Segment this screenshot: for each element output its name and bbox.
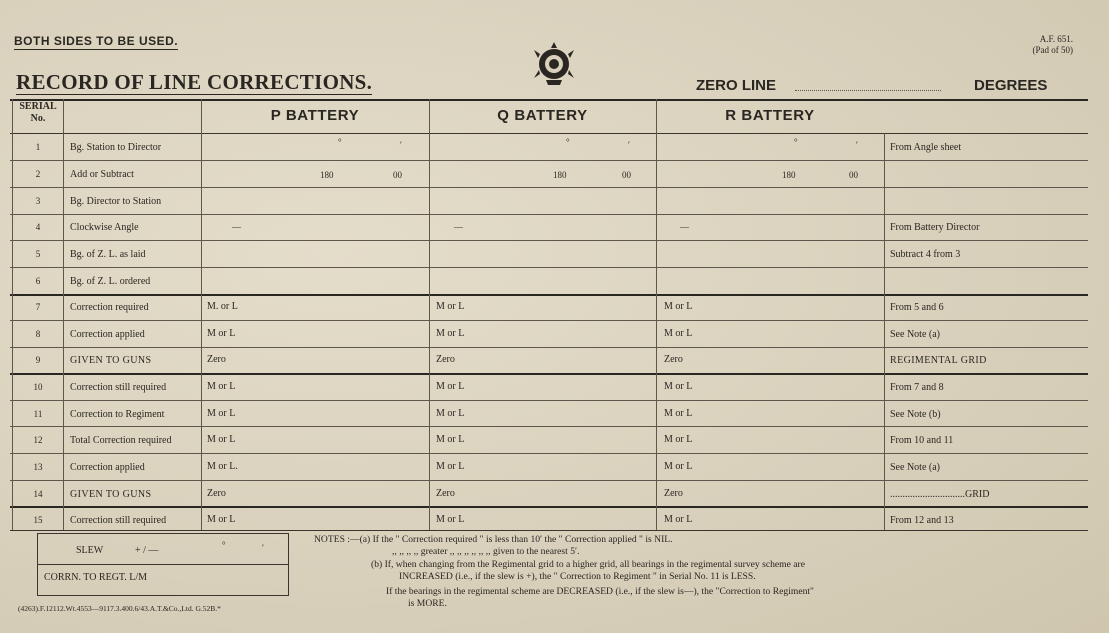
slew-degree-mark: ° <box>222 540 226 550</box>
row-number: 6 <box>35 276 41 286</box>
note-b-line-2: INCREASED (i.e., if the slew is +), the " Correction to Regiment " in Serial No. 11 is LESS. <box>399 571 756 582</box>
q-cell: M or L <box>436 301 465 312</box>
slew-minute-mark: ′ <box>262 543 264 553</box>
row-number: 11 <box>33 409 43 419</box>
zero-line-label: ZERO LINE <box>696 77 777 94</box>
p-cell: Zero <box>207 488 226 499</box>
r-cell: M or L <box>664 381 693 392</box>
row-note: Subtract 4 from 3 <box>890 249 961 260</box>
row-note: From 5 and 6 <box>890 302 944 313</box>
row-rule <box>10 320 1088 321</box>
row-rule <box>10 480 1088 481</box>
p-minutes: 00 <box>393 170 402 180</box>
row-note: From Battery Director <box>890 222 980 233</box>
row-note: From 10 and 11 <box>890 435 954 446</box>
note-b-line-1: (b) If, when changing from the Regimental grid to a higher grid, all bearings in the regimental survey scheme are <box>371 559 805 570</box>
row-rule <box>10 400 1088 401</box>
p-cell: M or L. <box>207 461 238 472</box>
row-note: From 12 and 13 <box>890 515 954 526</box>
r-degrees: 180 <box>782 170 796 180</box>
note-b-line-4: is MORE. <box>408 598 447 609</box>
table-top-rule <box>10 99 1088 101</box>
row-rule <box>10 160 1088 161</box>
header-rule <box>10 133 1088 134</box>
zero-line-field[interactable] <box>795 90 941 91</box>
pad-count: (Pad of 50) <box>1032 45 1073 55</box>
row-number: 12 <box>33 435 43 445</box>
q-cell: M or L <box>436 328 465 339</box>
row-label: Correction applied <box>70 462 145 473</box>
royal-artillery-crest-icon <box>532 40 576 86</box>
degree-mark: ° <box>794 137 798 147</box>
q-cell: M or L <box>436 381 465 392</box>
row-rule <box>10 294 1088 296</box>
q-cell: M or L <box>436 461 465 472</box>
row-rule <box>10 506 1088 508</box>
row-rule <box>10 267 1088 268</box>
row-rule <box>10 347 1088 348</box>
row-number: 3 <box>35 196 41 206</box>
dash-mark: — <box>454 222 463 232</box>
row-label: Clockwise Angle <box>70 222 139 233</box>
row-note: See Note (b) <box>890 409 941 420</box>
row-number: 9 <box>35 355 41 365</box>
row-label: GIVEN TO GUNS <box>70 489 152 500</box>
q-cell: Zero <box>436 354 455 365</box>
slew-sign: + / — <box>135 545 159 556</box>
degrees-label: DEGREES <box>974 77 1048 94</box>
row-number: 14 <box>33 489 43 499</box>
note-a-line-2: ,, ,, ,, ,, greater ,, ,, ,, ,, ,, ,, given to the nearest 5′. <box>392 546 580 557</box>
form-title: RECORD OF LINE CORRECTIONS. <box>16 70 373 94</box>
row-rule <box>10 373 1088 375</box>
p-degrees: 180 <box>320 170 334 180</box>
row-label: Bg. of Z. L. as laid <box>70 249 146 260</box>
row-label: Total Correction required <box>70 435 172 446</box>
p-cell: M or L <box>207 381 236 392</box>
slew-divider <box>37 564 289 565</box>
col-rule <box>201 99 202 530</box>
q-cell: Zero <box>436 488 455 499</box>
p-cell: M or L <box>207 434 236 445</box>
col-rule <box>884 133 885 530</box>
row-label: Correction to Regiment <box>70 409 165 420</box>
col-rule <box>656 99 657 530</box>
row-note: See Note (a) <box>890 462 940 473</box>
r-cell: M or L <box>664 301 693 312</box>
note-b-line-3: If the bearings in the regimental scheme are DECREASED (i.e., if the slew is—), the "Correction to Regiment" <box>386 586 814 597</box>
corrn-to-regt-label: CORRN. TO REGT. L/M <box>44 572 148 583</box>
row-rule <box>10 240 1088 241</box>
p-cell: Zero <box>207 354 226 365</box>
row-label: Bg. Station to Director <box>70 142 162 153</box>
row-note: REGIMENTAL GRID <box>890 355 987 366</box>
row-rule <box>10 187 1088 188</box>
r-cell: M or L <box>664 434 693 445</box>
minute-mark: ′ <box>400 140 402 150</box>
p-battery-header: P BATTERY <box>270 107 360 124</box>
p-cell: M or L <box>207 408 236 419</box>
row-number: 4 <box>35 222 41 232</box>
row-rule <box>10 426 1088 427</box>
row-label: Bg. Director to Station <box>70 196 162 207</box>
r-cell: M or L <box>664 461 693 472</box>
row-label: Correction still required <box>70 382 167 393</box>
p-cell: M. or L <box>207 301 238 312</box>
row-note: From 7 and 8 <box>890 382 944 393</box>
note-a-line-1: NOTES :—(a) If the " Correction required " is less than 10′ the " Correction applied " is NIL. <box>314 534 673 545</box>
row-number: 5 <box>35 249 41 259</box>
q-minutes: 00 <box>622 170 631 180</box>
r-cell: Zero <box>664 488 683 499</box>
minute-mark: ′ <box>856 140 858 150</box>
q-cell: M or L <box>436 408 465 419</box>
row-label: Correction required <box>70 302 149 313</box>
row-number: 13 <box>33 462 43 472</box>
slew-label: SLEW <box>76 545 104 556</box>
row-note: From Angle sheet <box>890 142 962 153</box>
form-number <box>1033 34 1074 56</box>
degree-mark: ° <box>566 137 570 147</box>
degree-mark: ° <box>338 137 342 147</box>
row-number: 15 <box>33 515 43 525</box>
row-label: GIVEN TO GUNS <box>70 355 152 366</box>
printer-imprint: (4263).F.12112.Wt.4553—9117.3.400.6/43.A.T.&Co.,Ltd. G.52B.* <box>18 604 221 613</box>
r-cell: M or L <box>664 328 693 339</box>
col-rule <box>429 99 430 530</box>
row-label: Correction applied <box>70 329 145 340</box>
r-minutes: 00 <box>849 170 858 180</box>
r-cell: M or L <box>664 408 693 419</box>
r-cell: Zero <box>664 354 683 365</box>
row-note: See Note (a) <box>890 329 940 340</box>
grid-field[interactable]: ..............................GRID <box>890 489 990 500</box>
row-number: 2 <box>35 169 41 179</box>
row-label: Correction still required <box>70 515 167 526</box>
p-cell: M or L <box>207 514 236 525</box>
q-cell: M or L <box>436 514 465 525</box>
r-cell: M or L <box>664 514 693 525</box>
serial-header: SERIAL No. <box>19 101 57 124</box>
r-battery-header: R BATTERY <box>725 107 815 124</box>
table-bottom-rule <box>10 530 1088 531</box>
row-number: 7 <box>35 302 41 312</box>
p-cell: M or L <box>207 328 236 339</box>
row-label: Add or Subtract <box>70 169 134 180</box>
row-rule <box>10 453 1088 454</box>
q-battery-header: Q BATTERY <box>497 107 588 124</box>
row-rule <box>10 214 1088 215</box>
row-number: 1 <box>35 142 41 152</box>
form-code: A.F. 651. <box>1039 34 1073 44</box>
q-cell: M or L <box>436 434 465 445</box>
q-degrees: 180 <box>553 170 567 180</box>
minute-mark: ′ <box>628 140 630 150</box>
row-number: 10 <box>33 382 43 392</box>
dash-mark: — <box>680 222 689 232</box>
row-label: Bg. of Z. L. ordered <box>70 276 151 287</box>
dash-mark: — <box>232 222 241 232</box>
col-rule <box>63 99 64 530</box>
row-number: 8 <box>35 329 41 339</box>
both-sides-notice: BOTH SIDES TO BE USED. <box>14 34 179 48</box>
